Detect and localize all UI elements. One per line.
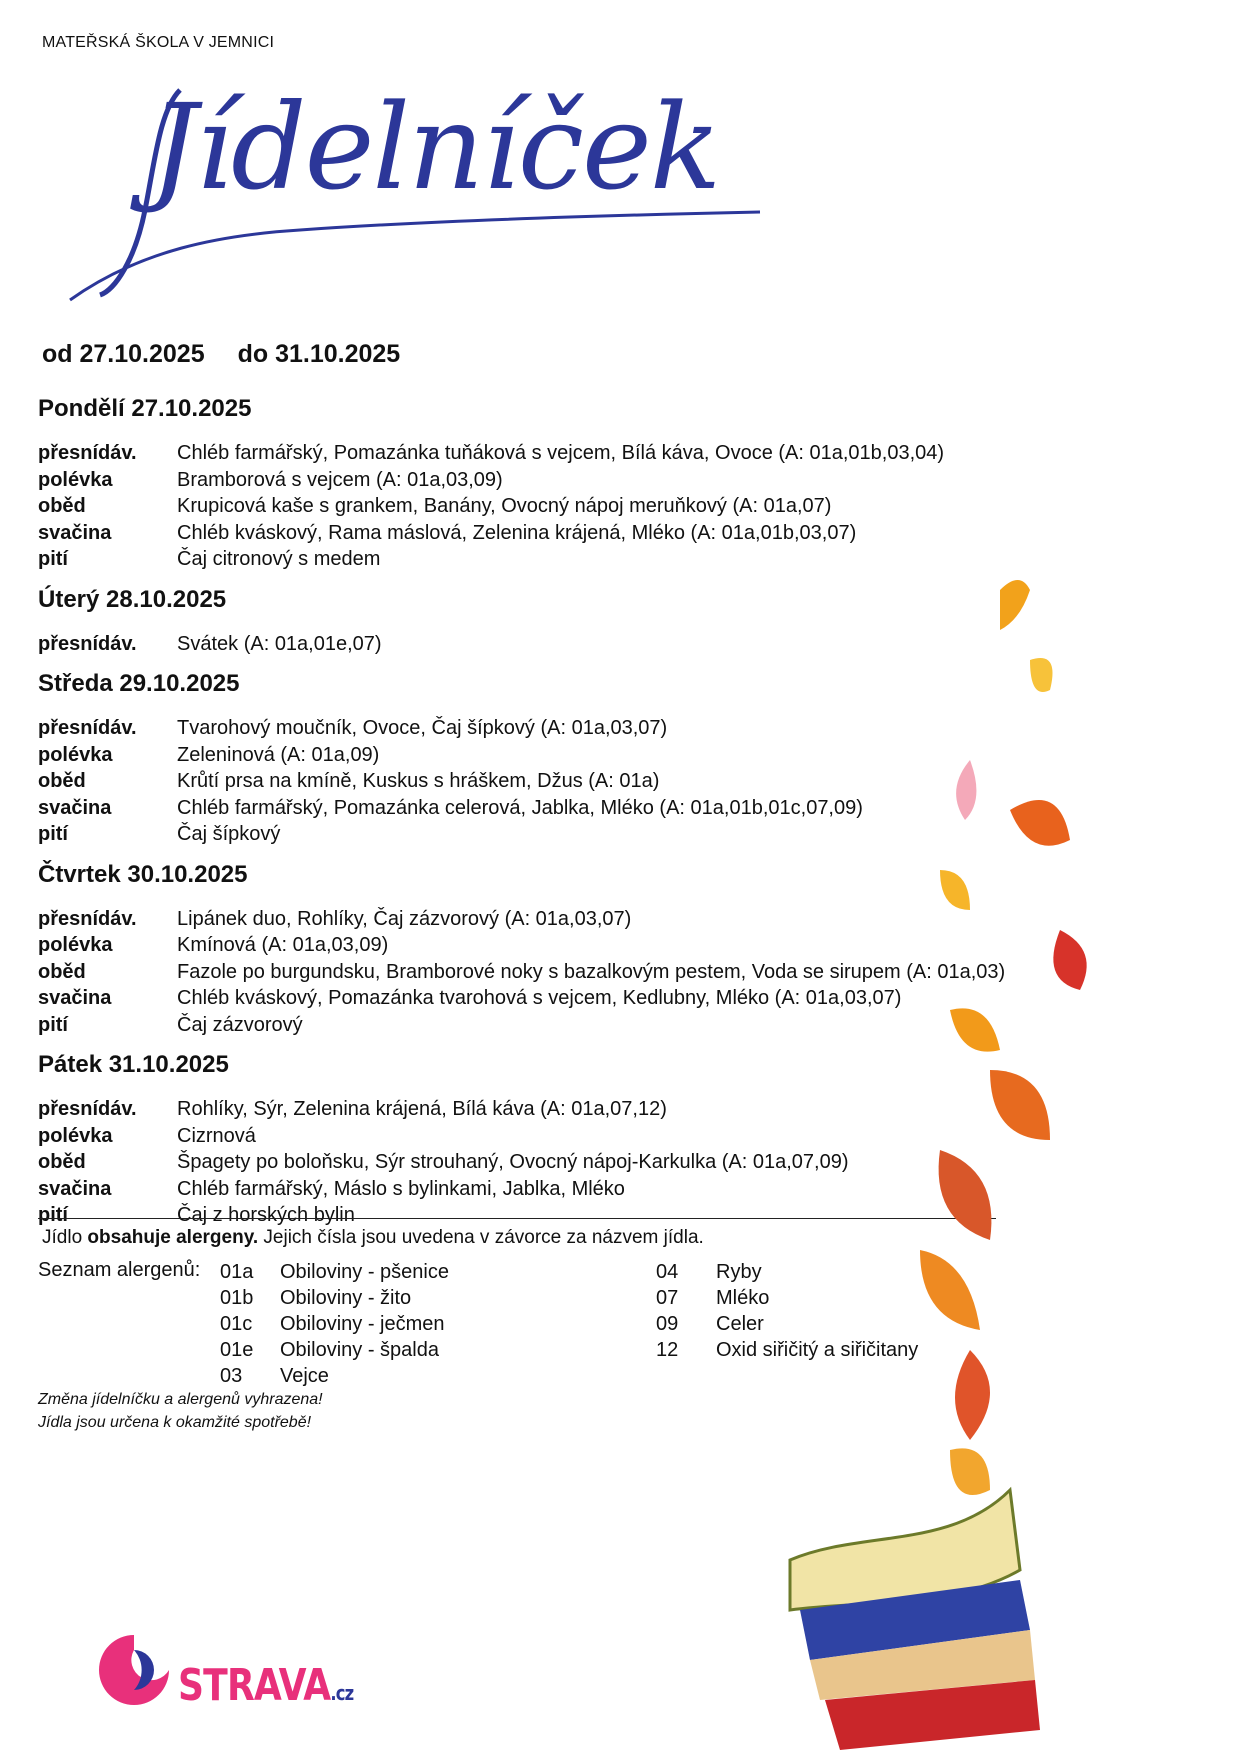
logo-suffix: .cz bbox=[330, 1681, 354, 1705]
allergen-name: Vejce bbox=[280, 1365, 329, 1387]
allergen-code: 07 bbox=[656, 1287, 679, 1309]
allergen-name: Ryby bbox=[716, 1261, 762, 1283]
meal-text: Fazole po burgundsku, Bramborové noky s bazalkovým pestem, Voda se sirupem (A: 01a,03) bbox=[177, 960, 1006, 983]
allergen-item bbox=[220, 1311, 449, 1337]
meal-text: Svátek (A: 01a,01e,07) bbox=[177, 632, 382, 655]
meal-text: Lipánek duo, Rohlíky, Čaj zázvorový (A: 01a,03,07) bbox=[177, 907, 632, 930]
allergen-note-post: Jejich čísla jsou uvedena v závorce za názvem jídla. bbox=[263, 1227, 704, 1248]
allergen-code: 01a bbox=[220, 1261, 254, 1283]
autumn-books-illustration-icon bbox=[770, 550, 1190, 1754]
meal-row bbox=[38, 520, 1058, 547]
meal-text: Krůtí prsa na kmíně, Kuskus s hráškem, Džus (A: 01a) bbox=[177, 770, 660, 792]
allergen-name: Obiloviny - špalda bbox=[280, 1339, 439, 1361]
footer-note: Jídla jsou určena k okamžité spotřebě! bbox=[38, 1414, 312, 1431]
meal-text: Chléb kváskový, Pomazánka tvarohová s vejcem, Kedlubny, Mléko (A: 01a,03,07) bbox=[177, 987, 902, 1009]
day-heading: Středa 29.10.2025 bbox=[38, 670, 240, 697]
meal-label: oběd bbox=[38, 770, 86, 792]
meal-label: přesnídáv. bbox=[38, 1098, 137, 1120]
allergen-code: 03 bbox=[220, 1365, 243, 1387]
strava-logo-text bbox=[178, 1660, 353, 1711]
meal-label: přesnídáv. bbox=[38, 442, 137, 464]
allergen-column-left bbox=[220, 1259, 449, 1389]
meal-label: polévka bbox=[38, 934, 113, 956]
strava-logo-icon bbox=[94, 1630, 174, 1710]
meal-text: Bramborová s vejcem (A: 01a,03,09) bbox=[177, 468, 503, 491]
meal-label: pití bbox=[38, 1204, 68, 1226]
meal-text: Čaj šípkový bbox=[177, 823, 281, 845]
meal-row bbox=[38, 467, 1058, 494]
meal-label: pití bbox=[38, 823, 68, 845]
allergen-item bbox=[220, 1259, 449, 1285]
meal-label: svačina bbox=[38, 987, 112, 1009]
allergen-code: 01b bbox=[220, 1287, 254, 1309]
meal-text: Čaj zázvorový bbox=[177, 1013, 303, 1036]
page-title: Jídelníček bbox=[150, 78, 720, 216]
allergen-code: 01e bbox=[220, 1339, 254, 1361]
meal-text: Špagety po boloňsku, Sýr strouhaný, Ovocný nápoj-Karkulka (A: 01a,07,09) bbox=[177, 1151, 849, 1173]
date-to: do 31.10.2025 bbox=[237, 340, 401, 368]
school-name: MATEŘSKÁ ŠKOLA V JEMNICI bbox=[42, 34, 275, 51]
date-from: od 27.10.2025 bbox=[42, 340, 205, 368]
meal-label: přesnídáv. bbox=[38, 907, 137, 930]
allergen-item bbox=[220, 1337, 449, 1363]
allergen-list-label: Seznam alergenů: bbox=[38, 1259, 201, 1281]
allergen-name: Oxid siřičitý a siřičitany bbox=[716, 1339, 919, 1361]
allergen-name: Celer bbox=[716, 1313, 764, 1335]
meal-label: svačina bbox=[38, 521, 112, 544]
meal-text: Zeleninová (A: 01a,09) bbox=[177, 743, 380, 766]
meal-text: Chléb farmářský, Máslo s bylinkami, Jablka, Mléko bbox=[177, 1177, 625, 1200]
day-heading: Čtvrtek 30.10.2025 bbox=[38, 860, 248, 888]
allergen-item bbox=[220, 1363, 449, 1389]
allergen-item bbox=[220, 1285, 449, 1311]
allergen-note-pre: Jídlo bbox=[42, 1227, 83, 1248]
allergen-name: Obiloviny - pšenice bbox=[280, 1261, 449, 1283]
meal-row bbox=[38, 440, 1058, 467]
meal-label: přesnídáv. bbox=[38, 632, 137, 655]
allergen-code: 01c bbox=[220, 1313, 253, 1335]
meal-label: oběd bbox=[38, 1151, 86, 1173]
allergen-name: Mléko bbox=[716, 1287, 770, 1309]
allergen-code: 12 bbox=[656, 1339, 679, 1361]
meal-text: Kmínová (A: 01a,03,09) bbox=[177, 934, 389, 956]
meal-label: polévka bbox=[38, 468, 113, 491]
meal-label: oběd bbox=[38, 495, 86, 517]
meal-text: Rohlíky, Sýr, Zelenina krájená, Bílá káva (A: 01a,07,12) bbox=[177, 1098, 667, 1120]
meal-label: pití bbox=[38, 1013, 68, 1036]
meal-label: pití bbox=[38, 548, 68, 570]
allergen-note-bold: obsahuje alergeny. bbox=[87, 1227, 259, 1248]
meal-text: Chléb farmářský, Pomazánka tuňáková s vejcem, Bílá káva, Ovoce (A: 01a,01b,03,04) bbox=[177, 442, 945, 464]
day-heading: Úterý 28.10.2025 bbox=[38, 585, 227, 613]
meal-text: Cizrnová bbox=[177, 1124, 256, 1147]
allergen-code: 09 bbox=[656, 1313, 679, 1335]
meal-text: Krupicová kaše s grankem, Banány, Ovocný nápoj meruňkový (A: 01a,07) bbox=[177, 495, 832, 517]
footer-note: Změna jídelníčku a alergenů vyhrazena! bbox=[38, 1391, 323, 1408]
meal-label: oběd bbox=[38, 960, 86, 983]
meal-text: Čaj citronový s medem bbox=[177, 548, 381, 570]
meal-text: Čaj z horských bylin bbox=[177, 1204, 355, 1226]
meal-label: svačina bbox=[38, 1177, 112, 1200]
day-heading: Pátek 31.10.2025 bbox=[38, 1051, 229, 1078]
meal-label: polévka bbox=[38, 743, 113, 766]
meal-text: Tvarohový moučník, Ovoce, Čaj šípkový (A: 01a,03,07) bbox=[177, 717, 668, 739]
meal-label: polévka bbox=[38, 1124, 113, 1147]
day-block bbox=[38, 392, 1058, 573]
allergen-code: 04 bbox=[656, 1261, 679, 1283]
allergen-name: Obiloviny - žito bbox=[280, 1287, 412, 1309]
date-range bbox=[42, 340, 400, 369]
meal-label: svačina bbox=[38, 796, 112, 819]
day-heading: Pondělí 27.10.2025 bbox=[38, 395, 252, 422]
logo-brand: STRAVA bbox=[178, 1660, 331, 1711]
meal-text: Chléb kváskový, Rama máslová, Zelenina krájená, Mléko (A: 01a,01b,03,07) bbox=[177, 521, 857, 544]
meal-label: přesnídáv. bbox=[38, 717, 137, 739]
allergen-name: Obiloviny - ječmen bbox=[280, 1313, 445, 1335]
meal-row bbox=[38, 493, 1058, 520]
meal-text: Chléb farmářský, Pomazánka celerová, Jablka, Mléko (A: 01a,01b,01c,07,09) bbox=[177, 796, 863, 819]
allergen-note bbox=[42, 1227, 704, 1249]
